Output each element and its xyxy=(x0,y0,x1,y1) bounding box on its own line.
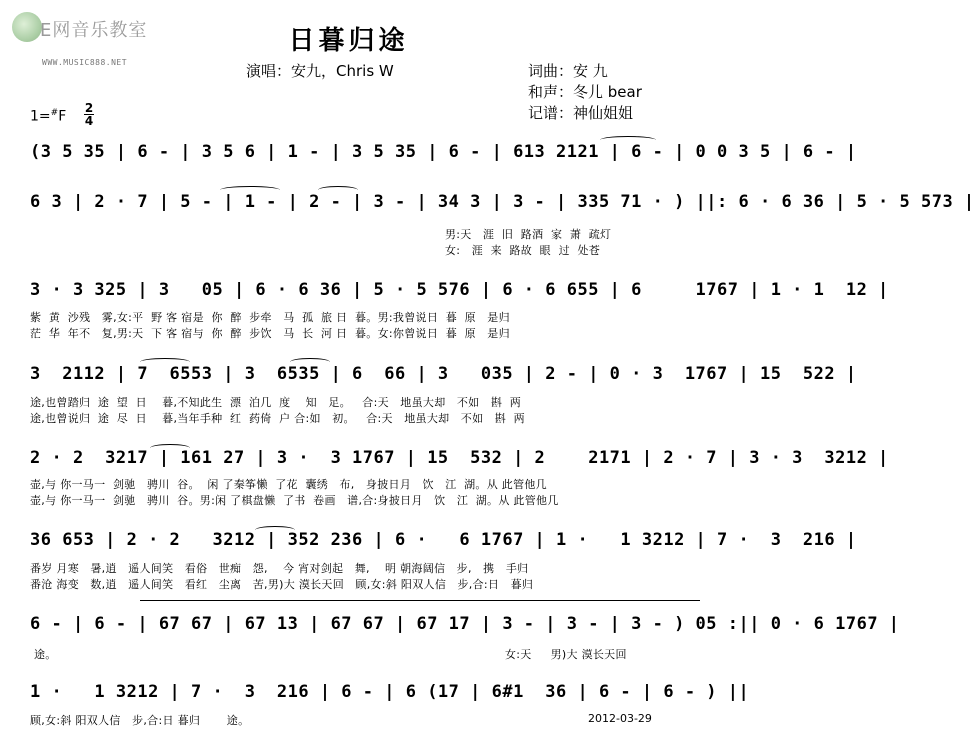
slur-mark xyxy=(255,526,295,534)
slur-mark xyxy=(290,358,330,366)
slur-mark xyxy=(150,444,190,452)
volta-bracket xyxy=(140,600,700,604)
song-title: 日暮归途 xyxy=(288,26,409,56)
logo-text: E网音乐教室 xyxy=(40,20,148,41)
slur-mark xyxy=(600,136,656,144)
key-prefix: 1= xyxy=(30,108,51,125)
score-line-1: (3 5 35 | 6 - | 3 5 6 | 1 - | 3 5 35 | 6 - | 613 2121 | 6 - | 0 0 3 5 | 6 - | xyxy=(30,142,857,162)
score-line-6: 36 653 | 2 · 2 3212 | 352 236 | 6 · 6 1767 | 1 · 1 3212 | 7 · 3 216 | xyxy=(30,530,857,550)
key-sharp: # xyxy=(50,108,59,118)
singer-credit: 演唱：安九，Chris W xyxy=(246,62,394,80)
slur-mark xyxy=(318,186,358,194)
lyric-line-2b: 女: 涯 来 路故 眼 过 处苍 xyxy=(445,244,601,257)
harmony-credit: 和声：冬儿 bear xyxy=(528,83,642,101)
lyric-line-7a: 途。 xyxy=(34,648,57,661)
lyric-line-4a: 途,也曾踏归 途 望 日 暮,不知此生 漂 泊几 度 知 足。 合:天 地虽大却 不如 斟 两 xyxy=(30,396,522,409)
lyric-line-3b: 茫 华 年不 复,男:天 下 客 宿与 你 醉 步饮 马 长 河 日 暮。女:你曾说日 暮 原 是归 xyxy=(30,327,510,340)
composer-credit: 词曲：安 九 xyxy=(528,62,608,80)
time-bottom: 4 xyxy=(84,114,94,128)
lyric-line-6a: 番岁 月寒 暑,逍 遥人间笑 看俗 世痴 怨, 今 宵对剑起 舞, 明 朝海阔信 步, 携 手归 xyxy=(30,562,529,575)
lyric-line-3a: 紫 黄 沙残 雾,女:平 野 客 宿是 你 醉 步牵 马 孤 旅 日 暮。男:我曾说日 暮 原 是归 xyxy=(30,311,510,324)
score-line-5: 2 · 2 3217 | 161 27 | 3 · 3 1767 | 15 532 | 2 2171 | 2 · 7 | 3 · 3 3212 | xyxy=(30,448,889,468)
score-line-7: 6 - | 6 - | 67 67 | 67 13 | 67 67 | 67 17 | 3 - | 3 - | 3 - ) 05 :|| 0 · 6 1767 | xyxy=(30,614,900,634)
slur-mark xyxy=(220,186,280,194)
key-signature xyxy=(30,108,66,125)
lyric-line-6b: 番沧 海变 数,逍 遥人间笑 看红 尘离 苦,男)大 漠长天回 顾,女:斜 阳双人信 步,合:日 暮归 xyxy=(30,578,534,591)
time-top: 2 xyxy=(84,101,94,115)
score-line-3: 3 · 3 325 | 3 05 | 6 · 6 36 | 5 · 5 576 | 6 · 6 655 | 6 1767 | 1 · 1 12 | xyxy=(30,280,889,300)
lyric-line-7b: 女:天 男)大 漠长天回 xyxy=(505,648,627,661)
score-line-8: 1 · 1 3212 | 7 · 3 216 | 6 - | 6 (17 | 6#1 36 | 6 - | 6 - ) || xyxy=(30,682,750,702)
transcriber-credit: 记谱：神仙姐姐 xyxy=(528,104,634,122)
transcription-date: 2012-03-29 xyxy=(588,712,652,725)
lyric-line-5b: 壶,与 你一马一 剑驰 骋川 谷。男:闲 了棋盘懒 了书 卷画 谱,合:身披日月 饮 江 湖。从 此管他几 xyxy=(30,494,559,507)
lyric-line-2a: 男:天 涯 旧 路酒 家 萧 疏灯 xyxy=(445,228,612,241)
slur-mark xyxy=(140,358,190,366)
time-signature xyxy=(84,102,94,127)
key-note: F xyxy=(58,108,67,125)
lyric-line-8a: 顾,女:斜 阳双人信 步,合:日 暮归 途。 xyxy=(30,714,250,727)
score-line-2: 6 3 | 2 · 7 | 5 - | 1 - | 2 - | 3 - | 34 3 | 3 - | 335 71 · ) ||: 6 · 6 36 | 5 · 5 573 | xyxy=(30,192,975,212)
score-line-4: 3 2112 | 7 6553 | 3 6535 | 6 66 | 3 035 | 2 - | 0 · 3 1767 | 15 522 | xyxy=(30,364,857,384)
lyric-line-5a: 壶,与 你一马一 剑驰 骋川 谷。 闲 了秦筝懒 了花 囊绣 布, 身披日月 饮 江 湖。从 此管他几 xyxy=(30,478,547,491)
logo-url: WWW.MUSIC888.NET xyxy=(42,58,128,67)
lyric-line-4b: 途,也曾说归 途 尽 日 暮,当年手种 红 药倚 户 合:如 初。 合:天 地虽大却 不如 斟 两 xyxy=(30,412,525,425)
